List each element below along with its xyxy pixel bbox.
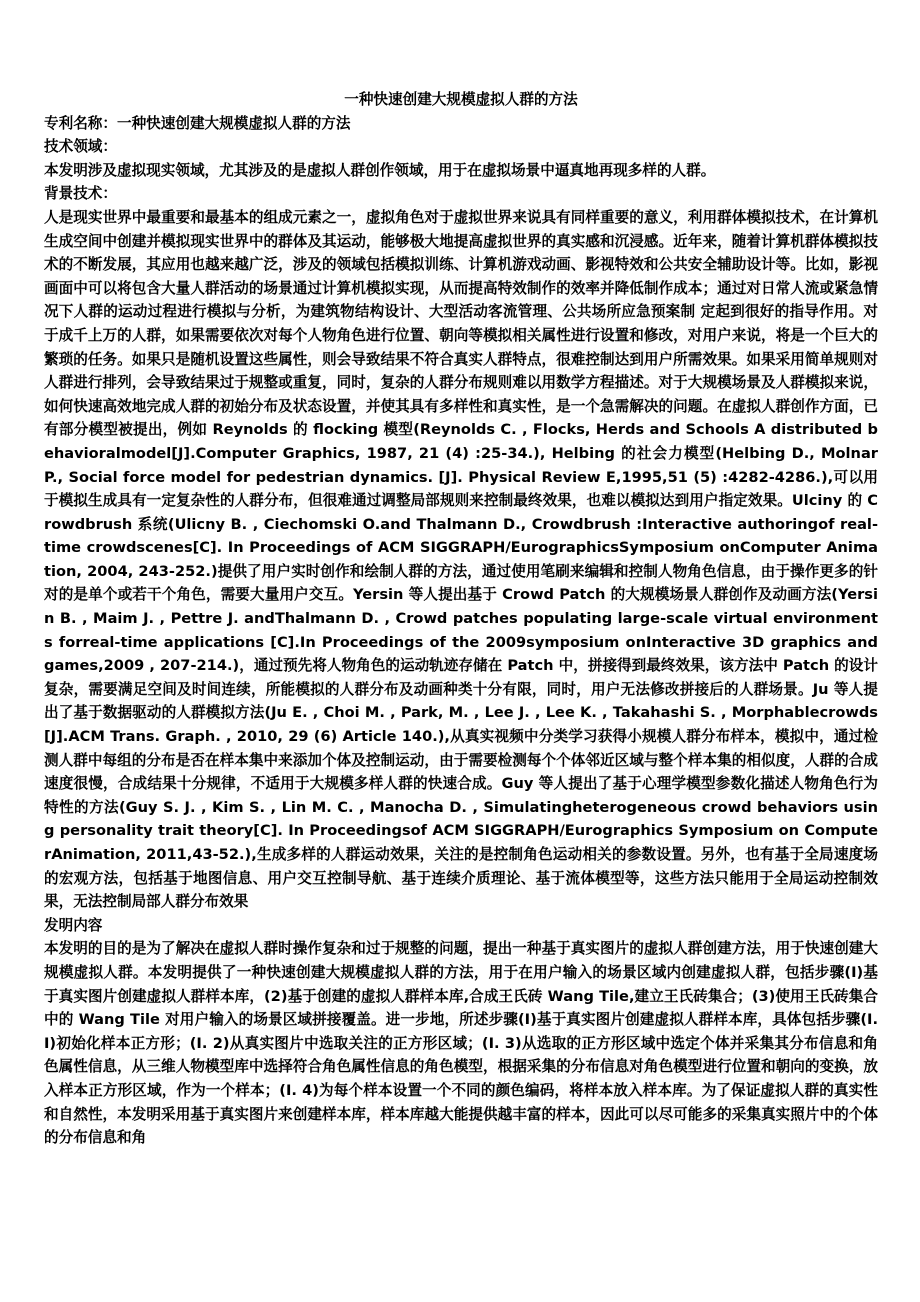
invention-text: 本发明的目的是为了解决在虚拟人群时操作复杂和过于规整的问题，提出一种基于真实图片的虚拟人群创建方法，用于快速创建大规模虚拟人群。本发明提供了一种快速创建大规模虚拟人群的方法，用于在用户输入的场景区域内创建虚拟人群，包括步骤(I)基于真实图片创建虚拟人群样本库，(2)基于创建的虚拟人群样本库,合成王氏砖 Wang Tile,建立王氏砖集合；(3)使用王氏砖集合中的 Wang Tile 对用户输入的场景区域拼接覆盖。进一步地，所述步骤(I)基于真实图片创建虚拟人群样本库，具体包括步骤(I. I)初始化样本正方形；(I. 2)从真实图片中选取关注的正方形区域；(I. 3)从选取的正方形区域中选定个体并采集其分布信息和角色属性信息，从三维人物模型库中选择符合角色属性信息的角色模型，根据采集的分布信息对角色模型进行位置和朝向的变换，放入样本正方形区域，作为一个样本；(I. 4)为每个样本设置一个不同的颜色编码，将样本放入样本库。为了保证虚拟人群的真实性和自然性，本发明采用基于真实图片来创建样本库，样本库越大能提供越丰富的样本，因此可以尽可能多的采集真实照片中的个体的分布信息和角 (44, 940, 878, 1147)
tech-field-heading: 技术领域： (44, 138, 117, 156)
background-heading: 背景技术： (44, 185, 117, 203)
invention-heading: 发明内容 (44, 916, 103, 934)
document-title: 一种快速创建大规模虚拟人群的方法 (344, 91, 578, 108)
patent-name: 专利名称：一种快速创建大规模虚拟人群的方法 (44, 114, 351, 132)
tech-field-text: 本发明涉及虚拟现实领域，尤其涉及的是虚拟人群创作领域，用于在虚拟场景中逼真地再现多样的人群。 (44, 161, 716, 179)
background-text: 人是现实世界中最重要和最基本的组成元素之一，虚拟角色对于虚拟世界来说具有同样重要的意义，利用群体模拟技术，在计算机生成空间中创建并模拟现实世界中的群体及其运动，能够极大地提高虚拟世界的真实感和沉浸感。近年来，随着计算机群体模拟技术的不断发展，其应用也越来越广泛，涉及的领域包括模拟训练、计算机游戏动画、影视特效和公共安全辅助设计等。比如，影视画面中可以将包含大量人群活动的场景通过计算机模拟实现，从而提高特效制作的效率并降低制作成本；通过对日常人流或紧急情况下人群的运动过程进行模拟与分析，为建筑物结构设计、大型活动客流管理、公共场所应急预案制 定起到很好的指导作用。对于成千上万的人群，如果需要依次对每个人物角色进行位置、朝向等模拟相关属性进行设置和修改，对用户来说，将是一个巨大的繁琐的任务。如果只是随机设置这些属性，则会导致结果不符合真实人群特点，很难控制达到用户所需效果。如果采用简单规则对人群进行排列，会导致结果过于规整或重复，同时，复杂的人群分布规则难以用数学方程描述。对于大规模场景及人群模拟来说，如何快速高效地完成人群的初始分布及状态设置，并使其具有多样性和真实性，是一个急需解决的问题。在虚拟人群创作方面，已有部分模型被提出，例如 Reynolds 的 flocking 模型(Reynolds C. , Flocks, Herds and Schools A distributed behavioralmodel[J].Computer Graphics, 1987, 21 (4) :25-34.), Helbing 的社会力模型(Helbing D., MolnarP., Social force model for pedestrian dynamics. [J]. Physical Review E,1995,51 (5) :4282-4286.),可以用于模拟生成具有一定复杂性的人群分布，但很难通过调整局部规则来控制最终效果，也难以模拟达到用户指定效果。Ulciny 的 Crowdbrush 系统(Ulicny B. , Ciechomski O.and Thalmann D., Crowdbrush :Interactive authoringof real-time crowdscenes[C]. In Proceedings of ACM SIGGRAPH/EurographicsSymposium onComputer Animation, 2004, 243-252.)提供了用户实时创作和绘制人群的方法，通过使用笔刷来编辑和控制人物角色信息，由于操作更多的针对的是单个或若干个角色，需要大量用户交互。Yersin 等人提出基于 Crowd Patch 的大规模场景人群创作及动画方法(Yersin B. , Maim J. , Pettre J. andThalmann D. , Crowd patches populating large-scale virtual environments forreal-time applications [C].In Proceedings of the 2009symposium onInteractive 3D graphics and games,2009 , 207-214.)，通过预先将人物角色的运动轨迹存储在 Patch 中，拼接得到最终效果，该方法中 Patch 的设计复杂，需要满足空间及时间连续，所能模拟的人群分布及动画种类十分有限，同时，用户无法修改拼接后的人群场景。Ju 等人提出了基于数据驱动的人群模拟方法(Ju E. , Choi M. , Park, M. , Lee J. , Lee K. , Takahashi S. , Morphablecrowds [J].ACM Trans. Graph. , 2010, 29 (6) Article 140.),从真实视频中分类学习获得小规模人群分布样本，模拟中，通过检测人群中每组的分布是否在样本集中来添加个体及控制运动，由于需要检测每个个体邻近区域与整个样本集的相似度，人群的合成速度很慢，合成结果十分规律，不适用于大规模多样人群的快速合成。Guy 等人提出了基于心理学模型参数化描述人物角色行为特性的方法(Guy S. J. , Kim S. , Lin M. C. , Manocha D. , Simulatingheterogeneous crowd behaviors using personality trait theory[C]. In Proceedingsof ACM SIGGRAPH/Eurographics Symposium on ComputerAnimation, 2011,43-52.),生成多样的人群运动效果，关注的是控制角色运动相关的参数设置。另外，也有基于全局速度场的宏观方法，包括基于地图信息、用户交互控制导航、基于连续介质理论、基于流体模型等，这些方法只能用于全局运动控制效果，无法控制局部人群分布效果 (44, 208, 878, 911)
